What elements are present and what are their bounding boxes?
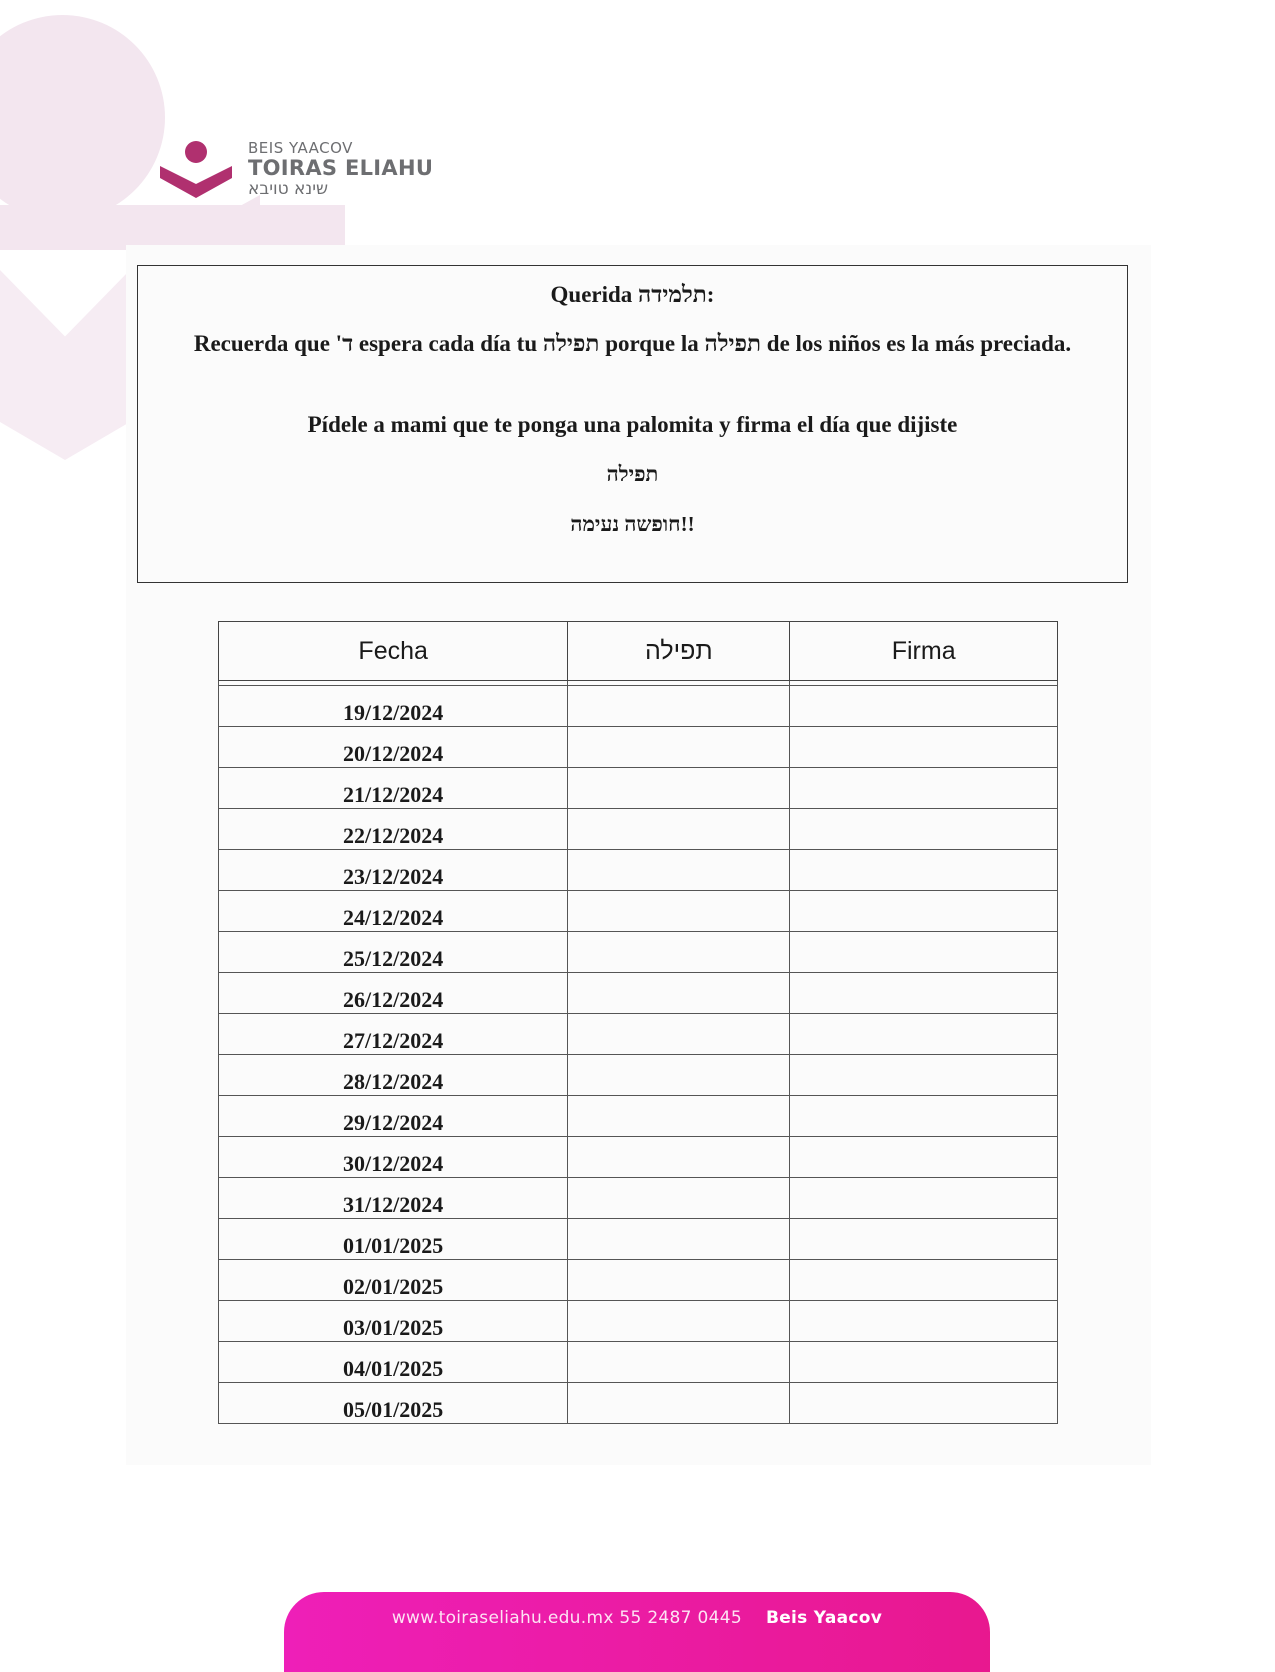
notice-instruction: Pídele a mami que te ponga una palomita y firma el día que dijiste <box>307 412 958 437</box>
date-cell: 04/01/2025 <box>219 1342 568 1383</box>
table-body <box>219 681 1058 1424</box>
header-firma: Firma <box>790 622 1058 681</box>
date-cell: 19/12/2024 <box>219 686 568 727</box>
decorative-circle <box>0 15 165 220</box>
notice-paragraph: Recuerda que 'ד espera cada día tu תפילה porque la תפילה de los niños es la más preciada. <box>193 331 1072 356</box>
date-cell: 28/12/2024 <box>219 1055 568 1096</box>
signature-cell[interactable] <box>790 1137 1058 1178</box>
table-row <box>219 1301 1058 1342</box>
signature-cell[interactable] <box>790 1260 1058 1301</box>
signature-cell[interactable] <box>790 768 1058 809</box>
tefila-checkbox-cell[interactable] <box>568 809 790 850</box>
footer-text <box>284 1608 990 1628</box>
table-row <box>219 1383 1058 1424</box>
logo-line-hebrew: שינא טויבא <box>248 179 329 199</box>
notice-greeting: Querida תלמידה: <box>550 282 715 307</box>
tefila-checkbox-cell[interactable] <box>568 686 790 727</box>
date-cell: 02/01/2025 <box>219 1260 568 1301</box>
date-cell: 21/12/2024 <box>219 768 568 809</box>
date-cell: 22/12/2024 <box>219 809 568 850</box>
date-cell: 31/12/2024 <box>219 1178 568 1219</box>
tefila-checkbox-cell[interactable] <box>568 850 790 891</box>
logo-line-beis-yaacov: BEIS YAACOV <box>248 139 353 157</box>
table-row <box>219 973 1058 1014</box>
signature-cell[interactable] <box>790 1219 1058 1260</box>
table-row <box>219 1219 1058 1260</box>
table-row <box>219 1178 1058 1219</box>
notice-closing: חופשה נעימה!! <box>570 512 695 536</box>
table-row <box>219 727 1058 768</box>
date-cell: 01/01/2025 <box>219 1219 568 1260</box>
tefila-checkbox-cell[interactable] <box>568 932 790 973</box>
tefila-checkbox-cell[interactable] <box>568 973 790 1014</box>
table-row <box>219 932 1058 973</box>
tefila-checkbox-cell[interactable] <box>568 1014 790 1055</box>
date-cell: 24/12/2024 <box>219 891 568 932</box>
table-row <box>219 1137 1058 1178</box>
table-row <box>219 1014 1058 1055</box>
logo-line-toiras-eliahu: TOIRAS ELIAHU <box>248 156 434 180</box>
table-row <box>219 1096 1058 1137</box>
date-cell: 30/12/2024 <box>219 1137 568 1178</box>
tefila-checkbox-cell[interactable] <box>568 1383 790 1424</box>
table-row <box>219 768 1058 809</box>
footer-bar <box>284 1592 990 1672</box>
signature-cell[interactable] <box>790 1055 1058 1096</box>
date-cell: 20/12/2024 <box>219 727 568 768</box>
signature-cell[interactable] <box>790 809 1058 850</box>
table-row <box>219 686 1058 727</box>
signature-cell[interactable] <box>790 850 1058 891</box>
signature-cell[interactable] <box>790 973 1058 1014</box>
table-row <box>219 850 1058 891</box>
tefila-checkbox-cell[interactable] <box>568 727 790 768</box>
date-cell: 26/12/2024 <box>219 973 568 1014</box>
signature-cell[interactable] <box>790 1383 1058 1424</box>
table-row <box>219 809 1058 850</box>
tefila-checkbox-cell[interactable] <box>568 1342 790 1383</box>
tefila-checkbox-cell[interactable] <box>568 1301 790 1342</box>
footer-brand: Beis Yaacov <box>765 1608 883 1628</box>
notice-box <box>137 265 1128 583</box>
date-cell: 23/12/2024 <box>219 850 568 891</box>
header-fecha: Fecha <box>219 622 568 681</box>
table-header-row <box>219 622 1058 681</box>
date-cell: 25/12/2024 <box>219 932 568 973</box>
signature-cell[interactable] <box>790 1301 1058 1342</box>
table-row <box>219 1342 1058 1383</box>
signature-cell[interactable] <box>790 1178 1058 1219</box>
tefila-checkbox-cell[interactable] <box>568 768 790 809</box>
school-logo <box>160 140 460 210</box>
table-row <box>219 1260 1058 1301</box>
tefila-checkbox-cell[interactable] <box>568 1137 790 1178</box>
date-cell: 27/12/2024 <box>219 1014 568 1055</box>
date-cell: 29/12/2024 <box>219 1096 568 1137</box>
signature-cell[interactable] <box>790 727 1058 768</box>
tefila-log-table <box>218 621 1058 1424</box>
header-tefila: תפילה <box>568 622 790 681</box>
logo-person-icon <box>160 140 232 200</box>
signature-cell[interactable] <box>790 1342 1058 1383</box>
tefila-checkbox-cell[interactable] <box>568 1260 790 1301</box>
footer-contact: www.toiraseliahu.edu.mx 55 2487 0445 <box>391 1608 742 1628</box>
table-row <box>219 891 1058 932</box>
signature-cell[interactable] <box>790 1014 1058 1055</box>
signature-cell[interactable] <box>790 932 1058 973</box>
logo-text <box>248 140 433 199</box>
decorative-chevron-shape <box>0 270 130 460</box>
notice-hebrew-word: תפילה <box>606 462 659 486</box>
tefila-checkbox-cell[interactable] <box>568 1219 790 1260</box>
table-row <box>219 1055 1058 1096</box>
tefila-checkbox-cell[interactable] <box>568 1055 790 1096</box>
signature-cell[interactable] <box>790 1096 1058 1137</box>
date-cell: 05/01/2025 <box>219 1383 568 1424</box>
signature-cell[interactable] <box>790 686 1058 727</box>
tefila-checkbox-cell[interactable] <box>568 891 790 932</box>
tefila-checkbox-cell[interactable] <box>568 1096 790 1137</box>
signature-cell[interactable] <box>790 891 1058 932</box>
tefila-checkbox-cell[interactable] <box>568 1178 790 1219</box>
date-cell: 03/01/2025 <box>219 1301 568 1342</box>
